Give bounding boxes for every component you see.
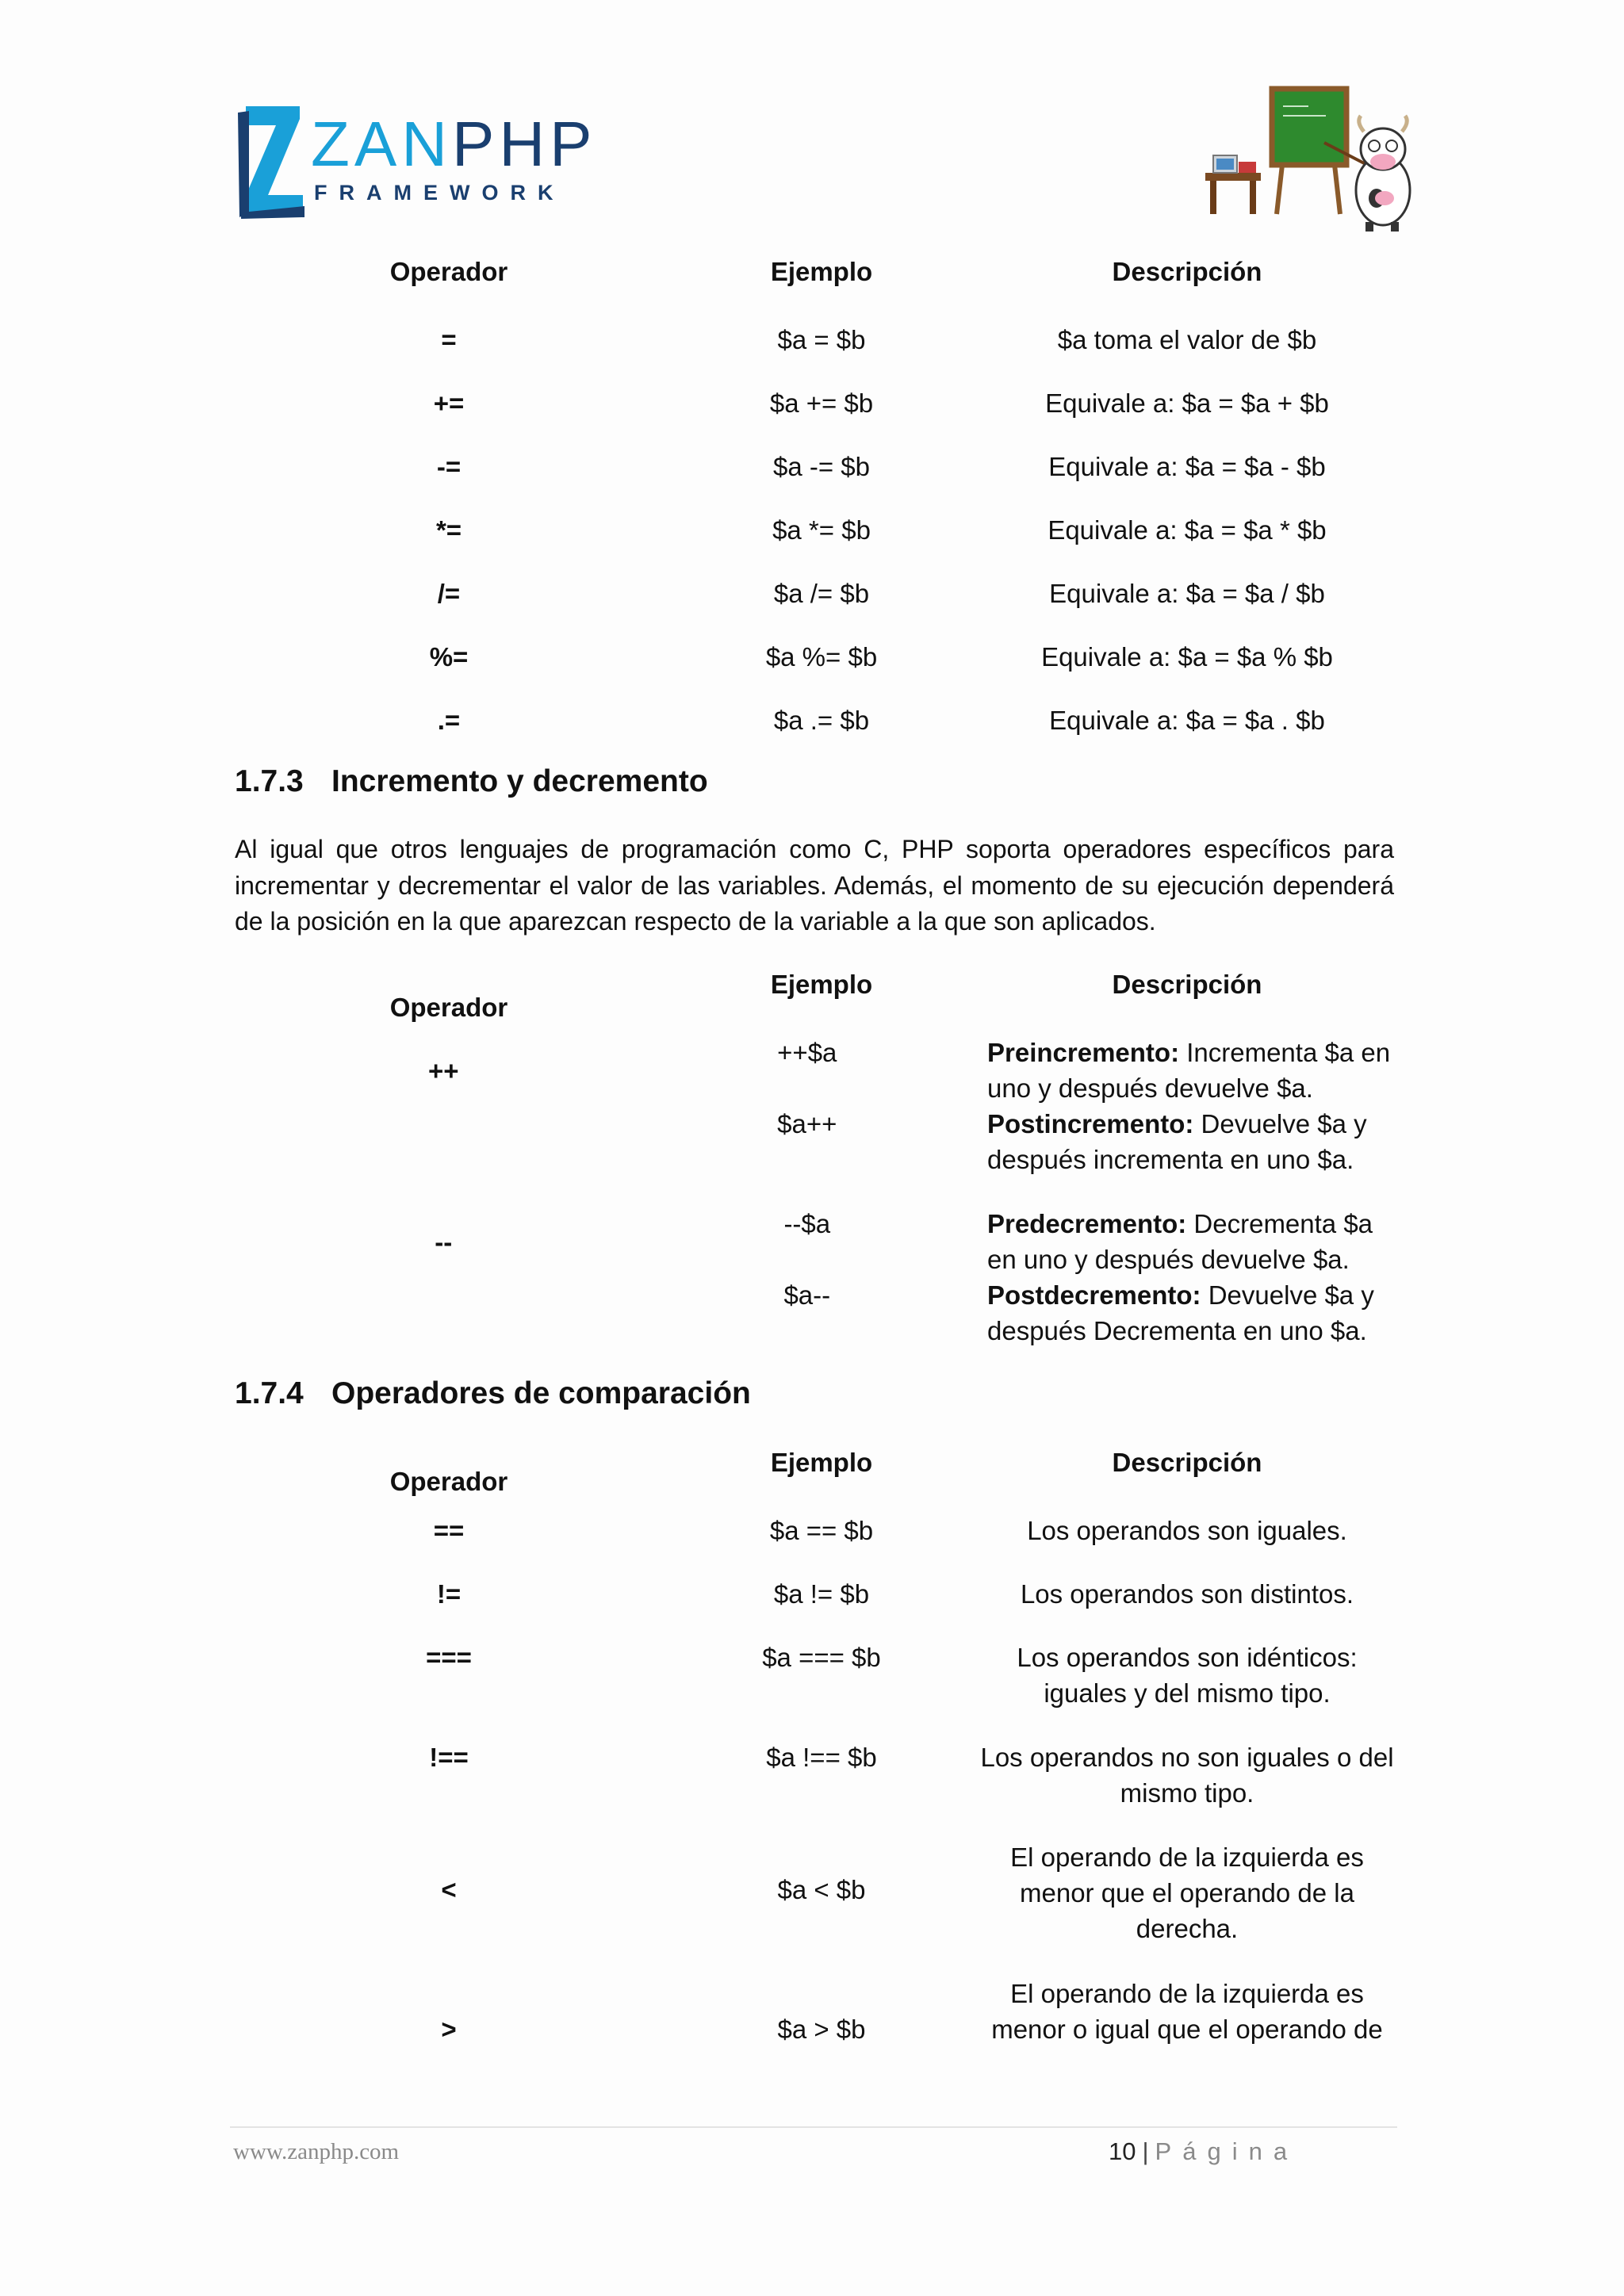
- table-row: [232, 512, 1397, 576]
- footer-url: www.zanphp.com: [233, 2139, 400, 2164]
- description-term: Postdecremento:: [986, 1280, 1201, 1310]
- example-postfix: $a--: [783, 1280, 831, 1310]
- description-text: Devuelve $a y después incrementa en uno $a.: [986, 1109, 1367, 1174]
- example-cell: $a .= $b: [773, 706, 870, 735]
- description-cell: Equivale a: $a = $a . $b: [1049, 706, 1325, 735]
- operator-cell: >: [441, 2015, 457, 2044]
- description-term: Postincremento:: [986, 1109, 1194, 1138]
- header-descripcion: Descripción: [1112, 970, 1262, 999]
- description-cell: Los operandos son idénticos: iguales y del mismo tipo.: [1017, 1643, 1358, 1708]
- table-row: [232, 702, 1397, 766]
- example-cell: $a < $b: [777, 1874, 866, 1904]
- description-text: Incrementa $a en uno y después devuelve $a.: [986, 1038, 1391, 1103]
- section-title: Incremento y decremento: [331, 764, 708, 798]
- section-paragraph: Al igual que otros lenguajes de programación como C, PHP soporta operadores específicos para incrementar y decrementar el valor de las variables. Además, el momento de su ejecución dependerá de la posición en la que aparezcan respecto de la variable a la que son aplicados.: [235, 835, 1394, 936]
- example-cell: $a /= $b: [773, 579, 870, 608]
- page-number: 10: [1109, 2137, 1136, 2165]
- table-row: [232, 1739, 1397, 1839]
- header-ejemplo: Ejemplo: [770, 1448, 873, 1477]
- table-header: [232, 258, 1397, 322]
- example-cell: $a == $b: [769, 1516, 874, 1545]
- page-word: Página: [1155, 2137, 1299, 2165]
- operator-cell: <: [441, 1874, 457, 1904]
- description-text: Decrementa $a en uno y después devuelve $a.: [986, 1209, 1373, 1274]
- description-cell: Equivale a: $a = $a + $b: [1045, 388, 1329, 418]
- table-row: [232, 1206, 1397, 1380]
- operator-cell: *=: [435, 515, 462, 545]
- table-header: [232, 971, 1397, 1035]
- description-term: Preincremento:: [986, 1038, 1180, 1067]
- table-row: [232, 449, 1397, 512]
- description-cell: El operando de la izquierda es menor que el operando de la derecha.: [1010, 1843, 1364, 1943]
- increment-operators-table: [232, 971, 1397, 1380]
- table-row: [232, 1976, 1397, 2055]
- operator-cell: !=: [436, 1579, 462, 1609]
- example-cell: $a *= $b: [772, 515, 871, 545]
- example-cell: $a -= $b: [772, 452, 870, 481]
- header-descripcion: Descripción: [1112, 1448, 1262, 1477]
- table-row: [232, 1513, 1397, 1576]
- zanphp-logo: [238, 101, 597, 220]
- example-prefix: ++$a: [777, 1038, 837, 1067]
- example-cell: $a %= $b: [765, 642, 878, 672]
- operator-cell: --: [435, 1227, 453, 1257]
- page-separator: |: [1142, 2137, 1149, 2165]
- section-number: 1.7.3: [235, 764, 304, 798]
- example-cell: [656, 1206, 959, 1380]
- z-logo-icon: [238, 101, 309, 219]
- description-cell: Los operandos son iguales.: [1027, 1516, 1347, 1545]
- description-cell: Los operandos son distintos.: [1020, 1579, 1354, 1609]
- table-row: [232, 1576, 1397, 1640]
- operator-cell: ===: [426, 1643, 472, 1672]
- example-cell: $a > $b: [777, 2015, 866, 2044]
- description-cell: El operando de la izquierda es menor o igual que el operando de: [991, 1979, 1383, 2044]
- cow-teacher-mascot-icon: [1189, 79, 1419, 234]
- comparison-operators-table: [232, 1449, 1397, 2055]
- example-cell: $a === $b: [762, 1643, 881, 1672]
- logo-wordmark: ZANPHP: [311, 109, 597, 179]
- operator-cell: +=: [433, 388, 465, 418]
- logo-subtitle: FRAMEWORK: [314, 181, 565, 205]
- table-row: [232, 1839, 1397, 1976]
- section-heading-1-7-4: [235, 1378, 751, 1409]
- header-operador: Operador: [389, 1466, 508, 1496]
- operator-cell: ==: [433, 1516, 465, 1545]
- operator-cell: ++: [428, 1056, 459, 1085]
- description-cell: $a toma el valor de $b: [1057, 325, 1317, 354]
- example-postfix: $a++: [777, 1109, 837, 1138]
- footer-page-number: [1109, 2137, 1298, 2166]
- header-operador: Operador: [389, 257, 508, 286]
- operator-cell: !==: [429, 1743, 469, 1772]
- description-cell: Equivale a: $a = $a - $b: [1048, 452, 1326, 481]
- description-term: Predecremento:: [986, 1209, 1187, 1238]
- operator-cell: .=: [437, 706, 461, 735]
- table-row: [232, 1035, 1397, 1206]
- example-cell: $a != $b: [773, 1579, 870, 1609]
- section-heading-1-7-3: [235, 766, 708, 797]
- description-text: Devuelve $a y después Decrementa en uno $a.: [986, 1280, 1374, 1345]
- description-cell: Los operandos no son iguales o del mismo tipo.: [980, 1743, 1394, 1808]
- header-operador: Operador: [389, 993, 508, 1022]
- example-cell: $a = $b: [777, 325, 866, 354]
- description-cell: Equivale a: $a = $a * $b: [1048, 515, 1327, 545]
- table-row: [232, 576, 1397, 639]
- example-cell: $a += $b: [769, 388, 874, 418]
- description-cell: [959, 1035, 1397, 1206]
- section-title: Operadores de comparación: [331, 1376, 751, 1410]
- table-row: [232, 1640, 1397, 1739]
- operator-cell: =: [441, 325, 457, 354]
- description-cell: Equivale a: $a = $a % $b: [1041, 642, 1333, 672]
- operator-cell: %=: [429, 642, 469, 672]
- assignment-operators-table: [232, 258, 1397, 766]
- table-row: [232, 322, 1397, 385]
- table-row: [232, 385, 1397, 449]
- description-cell: [959, 1206, 1397, 1380]
- description-cell: Equivale a: $a = $a / $b: [1049, 579, 1325, 608]
- header-ejemplo: Ejemplo: [770, 970, 873, 999]
- operator-cell: /=: [437, 579, 461, 608]
- example-cell: [656, 1035, 959, 1206]
- section-number: 1.7.4: [235, 1376, 304, 1410]
- example-cell: $a !== $b: [766, 1743, 877, 1772]
- table-row: [232, 639, 1397, 702]
- example-prefix: --$a: [783, 1209, 831, 1238]
- header-descripcion: Descripción: [1112, 257, 1262, 286]
- table-header: [232, 1449, 1397, 1513]
- header-ejemplo: Ejemplo: [770, 257, 873, 286]
- operator-cell: -=: [436, 452, 462, 481]
- footer-divider: [230, 2126, 1397, 2128]
